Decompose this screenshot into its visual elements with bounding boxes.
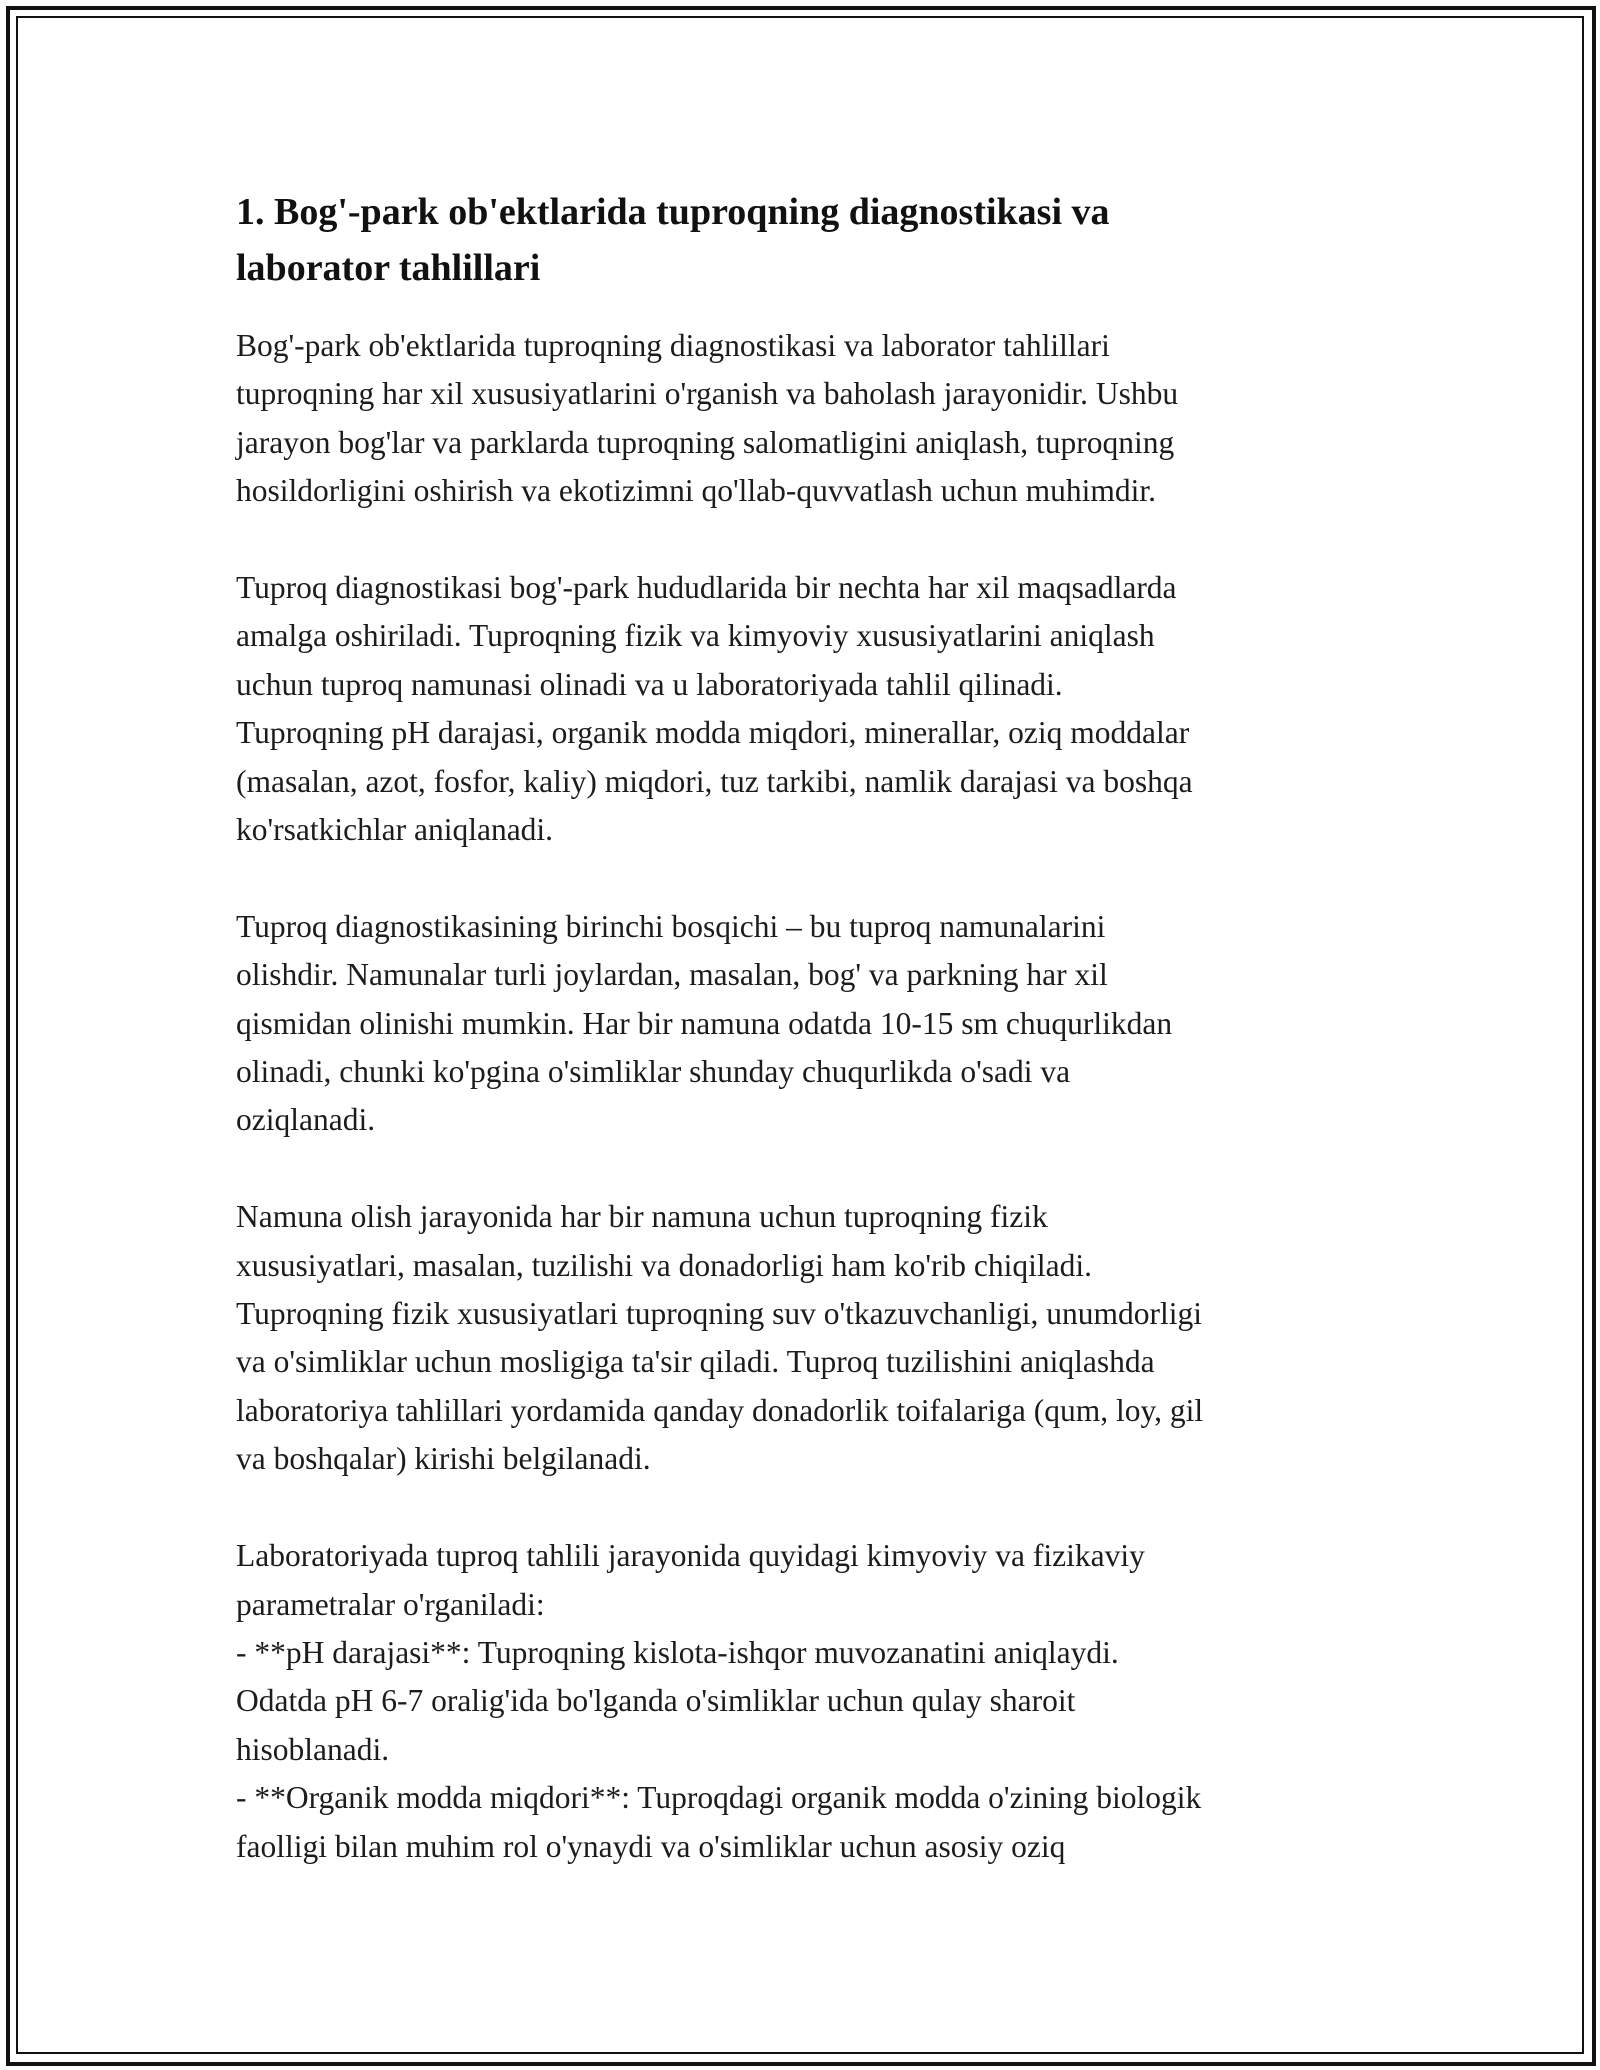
paragraph-intro (236, 322, 1376, 516)
text-line: va o'simliklar uchun mosligiga ta'sir qiladi. Tuproq tuzilishini aniqlashda (236, 1344, 1155, 1380)
heading-line: laborator tahlillari (236, 247, 541, 289)
paragraph-sampling (236, 903, 1376, 1145)
paragraph-diagnostics (236, 564, 1376, 854)
text-line: Bog'-park ob'ektlarida tuproqning diagnostikasi va laborator tahlillari (236, 328, 1110, 363)
text-line: jarayon bog'lar va parklarda tuproqning salomatligini aniqlash, tuproqning (236, 424, 1175, 460)
list-item-ph: - **pH darajasi**: Tuproqning kislota-ishqor muvozanatini aniqlaydi. (236, 1634, 1119, 1670)
text-line: Tuproqning pH darajasi, organik modda miqdori, minerallar, oziq moddalar (236, 715, 1190, 751)
text-line: uchun tuproq namunasi olinadi va u laboratoriyada tahlil qilinadi. (236, 666, 1063, 702)
list-item-organic-matter: - **Organik modda miqdori**: Tuproqdagi organik modda o'zining biologik (236, 1780, 1202, 1816)
text-line: Odatda pH 6-7 oralig'ida bo'lganda o'simliklar uchun qulay sharoit (236, 1683, 1076, 1719)
paragraph-lab-parameters (236, 1532, 1376, 1871)
text-line: ko'rsatkichlar aniqlanadi. (236, 812, 554, 848)
text-line: (masalan, azot, fosfor, kaliy) miqdori, tuz tarkibi, namlik darajasi va boshqa (236, 763, 1193, 799)
text-line: parametralar o'rganiladi: (236, 1586, 545, 1622)
text-line: amalga oshiriladi. Tuproqning fizik va kimyoviy xususiyatlarini aniqlash (236, 618, 1155, 654)
text-line: Namuna olish jarayonida har bir namuna uchun tuproqning fizik (236, 1199, 1048, 1235)
document-page (236, 184, 1376, 1919)
text-line: qismidan olinishi mumkin. Har bir namuna odatda 10-15 sm chuqurlikdan (236, 1005, 1173, 1041)
text-line: tuproqning har xil xususiyatlarini o'rganish va baholash jarayonidir. Ushbu (236, 376, 1179, 412)
paragraph-physical-properties (236, 1193, 1376, 1483)
text-line: va boshqalar) kirishi belgilanadi. (236, 1441, 651, 1477)
text-line: oziqlanadi. (236, 1102, 376, 1138)
text-line: hosildorligini oshirish va ekotizimni qo'llab-quvvatlash uchun muhimdir. (236, 473, 1156, 509)
text-line: hisoblanadi. (236, 1731, 390, 1767)
text-line: laboratoriya tahlillari yordamida qanday donadorlik toifalariga (qum, loy, gil (236, 1392, 1204, 1428)
text-line: Tuproq diagnostikasining birinchi bosqichi – bu tuproq namunalarini (236, 908, 1106, 944)
text-line: olishdir. Namunalar turli joylardan, masalan, bog' va parkning har xil (236, 957, 1108, 993)
text-line: Tuproqning fizik xususiyatlari tuproqning suv o'tkazuvchanligi, unumdorligi (236, 1296, 1203, 1332)
text-line: Laboratoriyada tuproq tahlili jarayonida quyidagi kimyoviy va fizikaviy (236, 1538, 1145, 1574)
document-body (236, 322, 1376, 1871)
text-line: Tuproq diagnostikasi bog'-park hududlarida bir nechta har xil maqsadlarda (236, 570, 1177, 606)
text-line: faolligi bilan muhim rol o'ynaydi va o'simliklar uchun asosiy oziq (236, 1828, 1066, 1864)
heading-line: 1. Bog'-park ob'ektlarida tuproqning diagnostikasi va (236, 191, 1110, 233)
text-line: olinadi, chunki ko'pgina o'simliklar shunday chuqurlikda o'sadi va (236, 1054, 1071, 1090)
text-line: xususiyatlari, masalan, tuzilishi va donadorligi ham ko'rib chiqiladi. (236, 1247, 1093, 1283)
section-heading (236, 184, 1376, 296)
